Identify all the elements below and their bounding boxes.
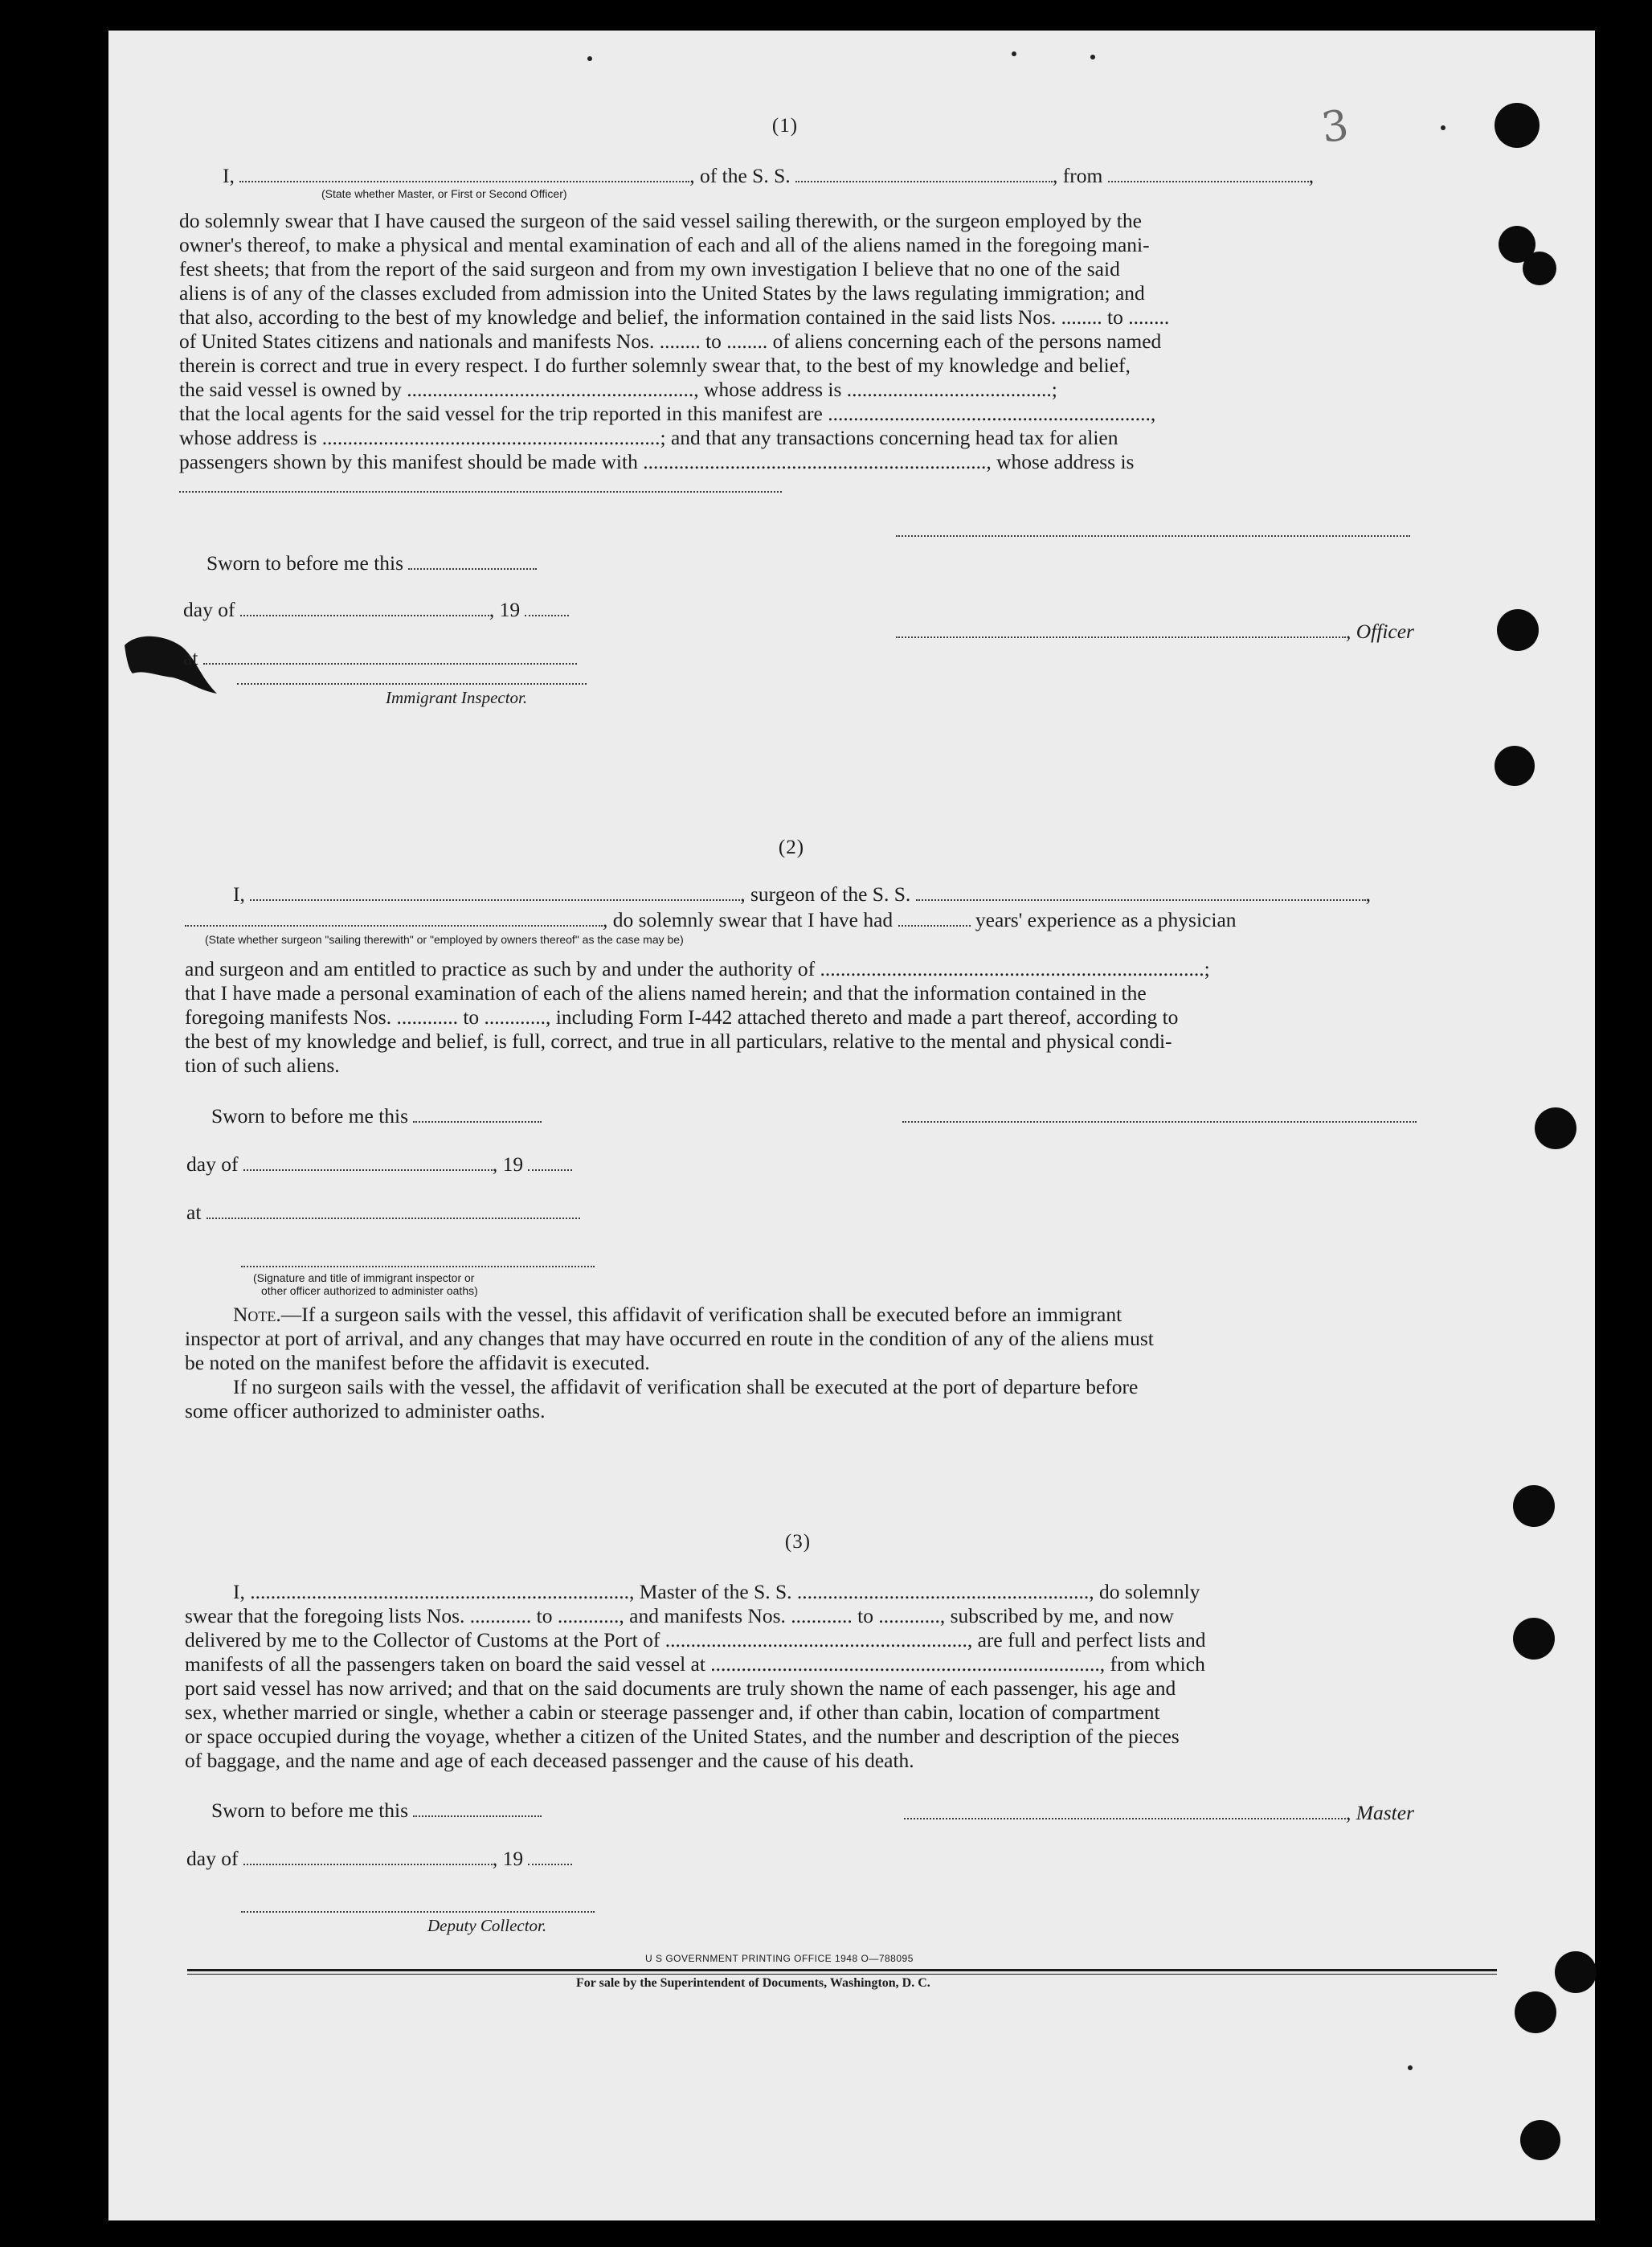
binder-hole: [1513, 1485, 1555, 1527]
binder-hole: [1515, 1991, 1556, 2033]
s2-sig-hint-2: other officer authorized to administer oaths): [261, 1284, 478, 1297]
section-1-number: (1): [771, 115, 799, 137]
binder-hole: [1535, 1107, 1576, 1149]
s1-inspector-line: [237, 683, 587, 685]
binder-hole: [1523, 252, 1556, 285]
handwritten-page-number: 3: [1318, 100, 1352, 153]
manifest-back-page: [108, 31, 1595, 2220]
s1-oath-header: I, , of the S. S. , from ,: [223, 164, 1315, 187]
s2-oath-body: and surgeon and am entitled to practice as such by and under the authority of ...........................................................................; that I have made a personal examination of each of the aliens named herein; and that the information contained in the foregoing manifests Nos. ............ to ............, including Form I-442 attached thereto and made a part thereof, according to the best of my knowledge and belief, is full, correct, and true in all particulars, relative to the mental and physical condi- tion of such aliens.: [185, 957, 1210, 1077]
s2-note: Note.—If a surgeon sails with the vessel, this affidavit of verification shall be executed before an immigrant inspector at port of arrival, and any changes that may have occurred en route in the condition of any of the aliens must be noted on the manifest before the affidavit is executed. If no surgeon sails with the vessel, the affidavit of verification shall be executed at the port of departure before some officer authorized to administer oaths.: [185, 1303, 1154, 1422]
binder-hole: [1497, 609, 1539, 651]
binder-hole: [1495, 103, 1540, 148]
section-3-number: (3): [784, 1531, 812, 1553]
s1-inspector-caption: Immigrant Inspector.: [386, 688, 528, 707]
s3-oath-body: I, .........................................................................., Master of the S. S. ........................................................., do solemnly swear that the foregoing lists Nos. ............ to ............, and manifests Nos. ............ to ............, subscribed by me, and now delivered by me to the Collector of Customs at the Port of ..........................................................., are full and perfect lists and manifests of all the passengers taken on board the said vessel at ............................................................................, from which port said vessel has now arrived; and that on the said documents are truly shown the name of each passenger, his age and sex, whether married or single, whether a cabin or steerage passenger and, if other than cabin, location of compartment or space occupied during the voyage, whether a citizen of the United States, and the number and description of the pieces of baggage, and the name and age of each deceased passenger and the cause of his death.: [185, 1580, 1206, 1772]
scan-speck: [1012, 51, 1016, 56]
s1-master-hint: (State whether Master, or First or Second Officer): [321, 187, 567, 200]
s2-sig-hint-1: (Signature and title of immigrant inspector or: [253, 1271, 475, 1284]
for-sale-note: For sale by the Superintendent of Documents, Washington, D. C.: [576, 1976, 930, 1990]
binder-hole: [1520, 2120, 1560, 2160]
scan-speck: [587, 56, 592, 61]
binder-hole: [1513, 1618, 1555, 1660]
s3-deputy-line: [241, 1911, 595, 1913]
s1-officer-line: , Officer: [896, 620, 1414, 644]
s2-signature-line: [902, 1121, 1417, 1123]
section-2-number: (2): [778, 837, 805, 858]
s1-address-line: [179, 491, 782, 493]
scan-margin: [0, 0, 108, 2247]
s3-sworn: Sworn to before me this: [211, 1799, 542, 1823]
s3-master-line: , Master: [904, 1801, 1414, 1825]
printer-imprint: U S GOVERNMENT PRINTING OFFICE 1948 O—788095: [645, 1953, 914, 1964]
s1-day-of: day of , 19: [183, 598, 569, 622]
s3-day-of: day of , 19: [186, 1847, 572, 1871]
scan-speck: [1441, 125, 1446, 130]
s1-at: at: [183, 646, 577, 670]
binder-hole: [1495, 746, 1535, 786]
footer-rule-thin: [187, 1974, 1497, 1975]
footer-rule: [187, 1969, 1497, 1971]
s1-oath-body: do solemnly swear that I have caused the surgeon of the said vessel sailing therewith, or the surgeon employed by the owner's thereof, to make a physical and mental examination of each and all of the aliens named in the foregoing mani- fest sheets; that from the report of the said surgeon and from my own investigation I believe that no one of the said aliens is of any of the classes excluded from admission into the United States by the laws regulating immigration; and that also, according to the best of my knowledge and belief, the information contained in the said lists Nos. ........ to ........ of United States citizens and nationals and manifests Nos. ........ to ........ of aliens concerning each of the persons named therein is correct and true in every respect. I do further solemnly swear that, to the best of my knowledge and belief, the said vessel is owned by ........................................................, whose address is ........................................; that the local agents for the said vessel for the trip reported in this manifest are ..............................................................., whose address is ..................................................................; and that any transactions concerning head tax for alien passengers shown by this manifest should be made with ..................................................................., whose address is: [179, 209, 1170, 473]
s2-sworn: Sworn to before me this: [211, 1104, 542, 1128]
s1-sworn: Sworn to before me this: [206, 551, 537, 575]
scan-speck: [1408, 2065, 1413, 2070]
s2-surgeon-hint: (State whether surgeon "sailing therewith" or "employed by owners thereof" as the case may be): [205, 933, 684, 946]
s2-inspector-line: [241, 1266, 595, 1267]
binder-hole: [1555, 1951, 1597, 1993]
s2-at: at: [186, 1201, 580, 1225]
s2-day-of: day of , 19: [186, 1152, 572, 1177]
s3-deputy-caption: Deputy Collector.: [427, 1916, 547, 1935]
s2-oath-line2: , do solemnly swear that I have had years' experience as a physician: [185, 908, 1237, 932]
s1-signature-line: [896, 535, 1410, 537]
scan-speck: [1090, 55, 1095, 59]
s2-oath-header: I, , surgeon of the S. S. ,: [233, 882, 1372, 906]
